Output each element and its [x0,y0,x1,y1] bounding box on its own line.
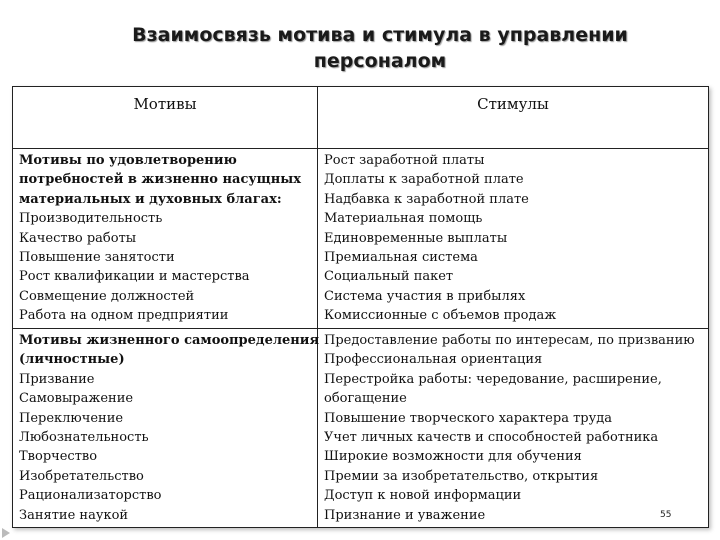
motives-heading-line: (личностные) [19,352,125,368]
motive-item: Рационализаторство [19,488,162,504]
motives-stimuli-table [12,86,709,528]
table-row [13,149,709,329]
motive-item: Занятие наукой [19,507,129,523]
stimulus-item: Предоставление работы по интересам, по призванию [324,333,695,348]
motives-heading-line: материальных и духовных благах: [19,191,282,207]
motives-cell [13,329,318,528]
motives-heading-line: потребностей в жизненно насущных [19,172,302,188]
stimulus-item: Рост заработной платы [324,153,485,168]
stimulus-item: Широкие возможности для обучения [324,449,582,465]
stimulus-item: Доступ к новой информации [324,488,522,504]
motive-item: Качество работы [19,230,137,246]
header-motives: Мотивы [13,87,318,149]
table-row [13,329,709,528]
motive-item: Производительность [19,211,163,227]
stimulus-item: Учет личных качеств и способностей работника [324,430,659,446]
slide-title [120,22,640,74]
motive-item: Самовыражение [19,391,134,407]
title-line-2: персоналом [313,50,447,72]
stimuli-cell [318,329,709,528]
stimulus-item: обогащение [324,391,407,407]
motive-item: Рост квалификации и мастерства [19,269,250,285]
stimulus-item: Материальная помощь [324,211,483,227]
title-line-1: Взаимосвязь мотива и стимула в управлении [132,24,628,46]
motives-heading-line: Мотивы по удовлетворению [19,153,237,168]
motive-item: Призвание [19,371,95,387]
stimulus-item: Доплаты к заработной плате [324,172,524,188]
header-stimuli: Стимулы [318,87,709,149]
stimulus-item: Профессиональная ориентация [324,352,543,368]
stimulus-item: Премиальная система [324,250,478,266]
stimulus-item: Надбавка к заработной плате [324,191,529,207]
motive-item: Любознательность [19,430,149,446]
motive-item: Изобретательство [19,468,144,484]
stimulus-item: Комиссионные с объемов продаж [324,308,557,324]
motive-item: Творчество [19,449,98,465]
page-number: 55 [660,510,672,520]
stimulus-item: Перестройка работы: чередование, расширение, [324,371,662,387]
table-header-row [13,87,709,149]
stimulus-item: Премии за изобретательство, открытия [324,468,599,484]
motive-item: Переключение [19,410,124,426]
stimulus-item: Единовременные выплаты [324,230,508,246]
stimulus-item: Повышение творческого характера труда [324,410,612,426]
stimulus-item: Социальный пакет [324,269,454,285]
slide-bullet-arrow-icon [2,528,10,538]
motive-item: Повышение занятости [19,250,175,266]
stimuli-cell [318,149,709,329]
motive-item: Работа на одном предприятии [19,308,229,324]
stimulus-item: Система участия в прибылях [324,288,526,304]
motives-cell [13,149,318,329]
motive-item: Совмещение должностей [19,288,195,304]
stimulus-item: Признание и уважение [324,507,486,523]
motives-heading-line: Мотивы жизненного самоопределения [19,333,320,348]
